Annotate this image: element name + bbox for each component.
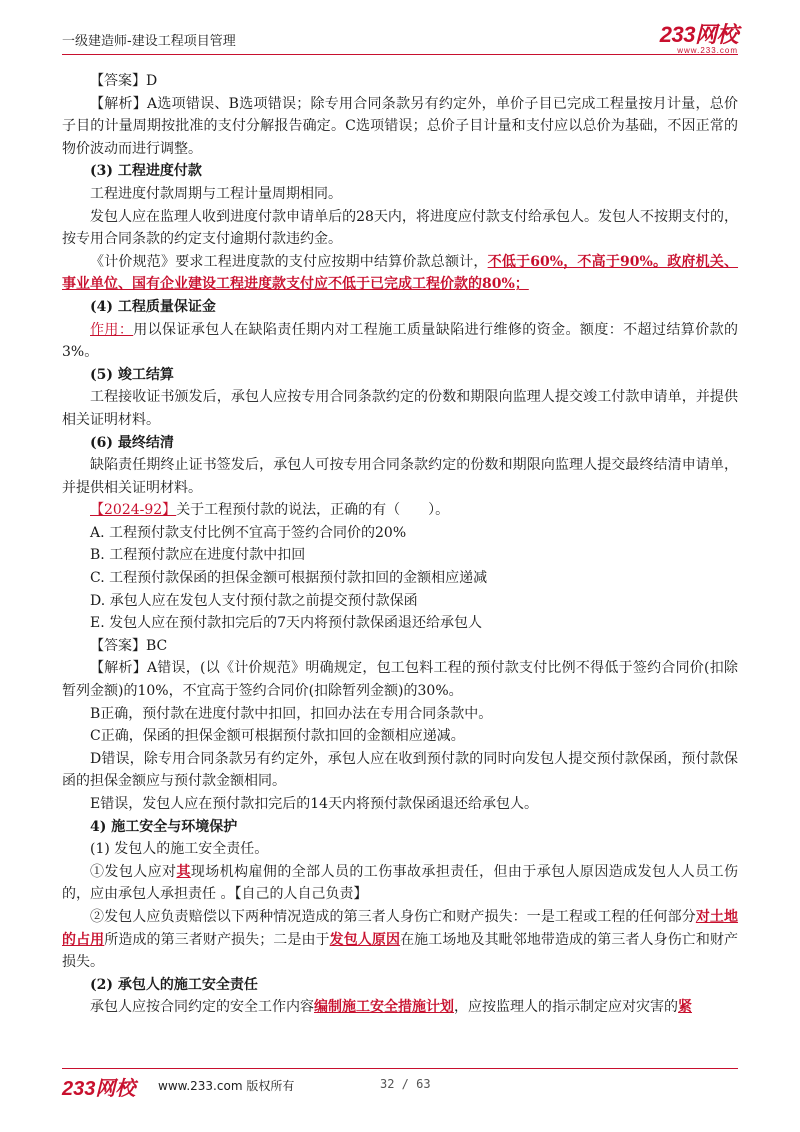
page-header — [62, 22, 738, 55]
text-run: ①发包人应对 — [90, 863, 177, 880]
paragraph — [62, 206, 738, 251]
emphasized-text: (2) 承包人的施工安全责任 — [90, 976, 258, 993]
text-run: 发包人应在监理人收到进度付款申请单后的28天内，将进度应付款支付给承包人。发包人不按期支付的，按专用合同条款的约定支付逾期付款违约金。 — [62, 208, 738, 248]
text-run: 《计价规范》要求工程进度款的支付应按期中结算价款总额计， — [90, 253, 488, 270]
paragraph — [62, 567, 738, 590]
paragraph — [62, 725, 738, 748]
paragraph — [62, 364, 738, 387]
paragraph — [62, 183, 738, 206]
paragraph — [62, 635, 738, 658]
text-run: 现场机构雇佣的全部人员的工伤事故承担责任，但由于承包人原因造成发包人人员工伤的，应由承包人承担责任 。【自己的人自己负责】 — [62, 863, 739, 903]
paragraph — [62, 386, 738, 431]
text-run: 工程接收证书颁发后，承包人应按专用合同条款约定的份数和期限向监理人提交竣工付款申请单，并提供相关证明材料。 — [62, 389, 738, 428]
text-run: ，应按监理人的指示制定应对灾害的 — [454, 999, 678, 1016]
paragraph — [62, 974, 738, 997]
footer-logo: 233网校 — [62, 1078, 136, 1100]
emphasized-text: (5) 竣工结算 — [90, 366, 174, 383]
emphasized-text: 作用： — [90, 321, 134, 338]
emphasized-text: (4) 工程质量保证金 — [90, 298, 216, 315]
text-run: ②发包人应负责赔偿以下两种情况造成的第三者人身伤亡和财产损失：一是工程或工程的任何部分 — [90, 908, 696, 925]
emphasized-text: 4) 施工安全与环境保护 — [90, 818, 238, 835]
text-run: E. 发包人应在预付款扣完后的7天内将预付款保函退还给承包人 — [90, 615, 483, 632]
emphasized-text: (3) 工程进度付款 — [90, 163, 202, 180]
text-run: A. 工程预付款支付比例不宜高于签约合同价的20% — [90, 524, 407, 541]
paragraph — [62, 703, 738, 726]
paragraph — [62, 861, 738, 906]
paragraph — [62, 612, 738, 635]
text-run: (1) 发包人的施工安全责任。 — [90, 841, 269, 858]
paragraph — [62, 748, 738, 793]
document-body — [62, 70, 738, 1019]
paragraph — [62, 319, 738, 364]
text-run: C正确，保函的担保金额可根据预付款扣回的金额相应递减。 — [90, 728, 465, 745]
text-run: D错误，除专用合同条款另有约定外，承包人应在收到预付款的同时向发包人提交预付款保函，预付款保函的担保金额应与预付款金额相同。 — [62, 750, 738, 790]
page-footer — [62, 1074, 738, 1100]
text-run: 关于工程预付款的说法，正确的有（ ）。 — [176, 502, 450, 519]
footer-copyright: www.233.com 版权所有 — [158, 1079, 295, 1093]
emphasized-text: 【2024-92】 — [90, 502, 177, 519]
header-title: 一级建造师-建设工程项目管理 — [62, 34, 236, 49]
emphasized-text: 发包人原因 — [329, 931, 401, 948]
footer-divider — [62, 1068, 738, 1069]
text-run: C. 工程预付款保函的担保金额可根据预付款扣回的金额相应递减 — [90, 570, 488, 587]
paragraph — [62, 93, 738, 161]
brand-logo — [660, 24, 738, 55]
emphasized-text: 紧 — [678, 999, 692, 1016]
paragraph — [62, 793, 738, 816]
emphasized-text: 编制施工安全措施计划 — [314, 999, 454, 1016]
paragraph — [62, 251, 738, 296]
text-run: B. 工程预付款应在进度付款中扣回 — [90, 547, 306, 564]
emphasized-text: 对土地的占用 — [62, 908, 739, 948]
text-run: 缺陷责任期终止证书签发后，承包人可按专用合同条款约定的份数和期限向监理人提交最终结清申请单，并提供相关证明材料。 — [62, 457, 738, 496]
paragraph — [62, 70, 738, 93]
emphasized-text: 不低于60%，不高于90%。政府机关、事业单位、国有企业建设工程进度款支付应不低于已完成工程价款的80%； — [62, 253, 739, 293]
text-run: 【答案】D — [90, 73, 158, 89]
paragraph — [62, 160, 738, 183]
paragraph — [62, 499, 738, 522]
paragraph — [62, 454, 738, 499]
paragraph — [62, 432, 738, 455]
text-run: 【解析】A选项错误、B选项错误；除专用合同条款另有约定外，单价子目已完成工程量按月计量，总价子目的计量周期按批准的支付分解报告确定。C选项错误；总价子目计量和支付应以总价为基础，不因正常的物价波动而进行调整。 — [62, 95, 738, 157]
text-run: E错误，发包人应在预付款扣完后的14天内将预付款保函退还给承包人。 — [90, 796, 539, 812]
paragraph — [62, 996, 738, 1019]
text-run: B正确，预付款在进度付款中扣回，扣回办法在专用合同条款中。 — [90, 705, 493, 722]
paragraph — [62, 590, 738, 613]
paragraph — [62, 838, 738, 861]
text-run: 【解析】A错误，(以《计价规范》明确规定，包工包料工程的预付款支付比例不得低于签约合同价(扣除暂列金额)的10%，不宜高于签约合同价(扣除暂列金额)的30%。 — [62, 660, 738, 700]
paragraph — [62, 522, 738, 545]
paragraph — [62, 816, 738, 839]
paragraph — [62, 296, 738, 319]
text-run: 工程进度付款周期与工程计量周期相同。 — [90, 185, 342, 202]
page-number: 32 / 63 — [380, 1077, 431, 1091]
text-run: D. 承包人应在发包人支付预付款之前提交预付款保函 — [90, 592, 418, 609]
paragraph — [62, 544, 738, 567]
emphasized-text: (6) 最终结清 — [90, 434, 174, 451]
header-divider — [62, 54, 738, 55]
text-run: 在施工场地及其毗邻地带造成的第三者人身伤亡和财产损失。 — [62, 931, 739, 971]
logo-url: www.233.com — [677, 46, 738, 55]
text-run: 所造成的第三者财产损失；二是由于 — [104, 931, 330, 948]
text-run: 用以保证承包人在缺陷责任期内对工程施工质量缺陷进行维修的资金。额度：不超过结算价款的3%。 — [62, 321, 739, 361]
logo-text: 233网校 — [659, 22, 738, 47]
paragraph — [62, 906, 738, 974]
emphasized-text: 其 — [176, 863, 191, 880]
text-run: 【答案】BC — [90, 637, 168, 654]
text-run: 承包人应按合同约定的安全工作内容 — [90, 999, 314, 1016]
paragraph — [62, 657, 738, 702]
